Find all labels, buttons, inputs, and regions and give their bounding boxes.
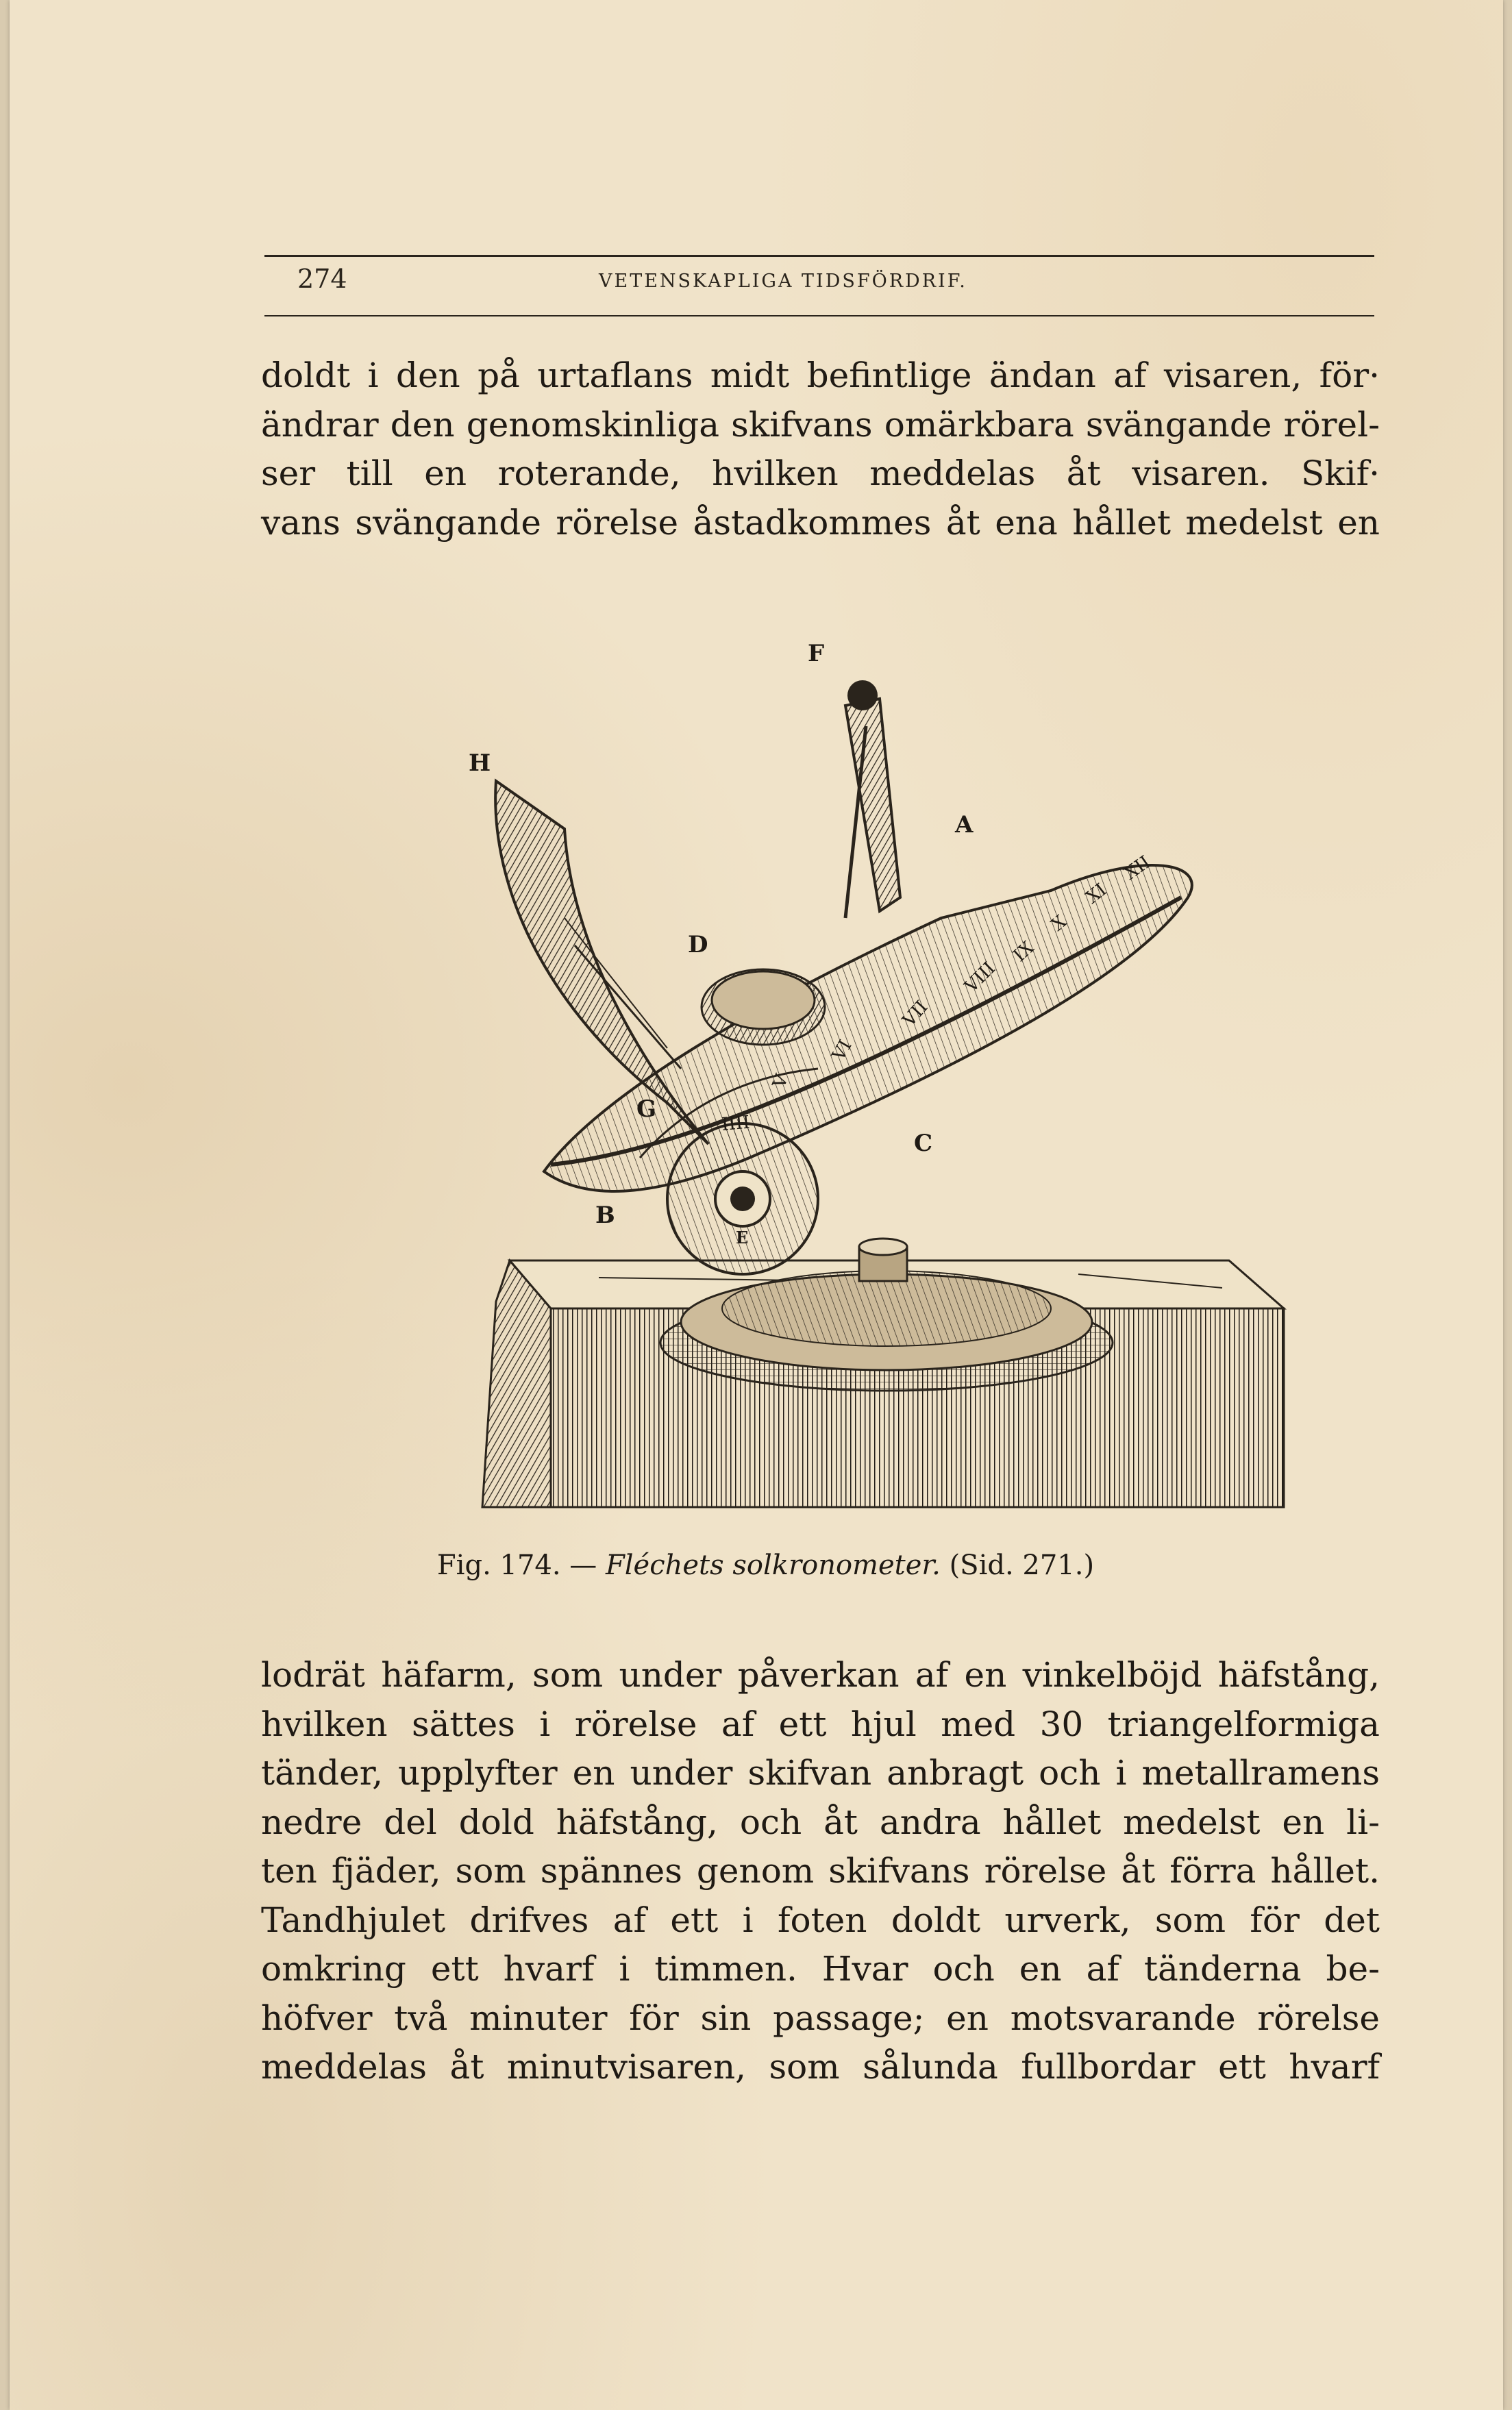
running-title: VETENSKAPLIGA TIDSFÖRDRIF. <box>599 271 967 292</box>
label-c: C <box>914 1130 933 1157</box>
book-page <box>10 0 1503 2410</box>
text-line: lodrät häfarm, som under påverkan af en vinkelböjd häfstång, <box>261 1655 1380 1695</box>
figure-caption <box>10 1550 1512 1581</box>
numeral: XI <box>1082 880 1111 908</box>
numeral: XII <box>1120 852 1155 884</box>
sundial-dish <box>544 865 1192 1191</box>
label-d: D <box>688 931 708 958</box>
numeral: V <box>769 1071 793 1091</box>
text-line: ändrar den genomskinliga skifvans omärkbara svängande rörel- <box>261 404 1380 445</box>
label-b: B <box>595 1202 615 1229</box>
numeral: IX <box>1009 937 1039 967</box>
paragraph-bottom <box>261 1651 1380 2092</box>
label-e: E <box>736 1228 749 1247</box>
caption-title: Fléchets solkronometer. <box>606 1550 941 1581</box>
text-line: Tandhjulet drifves af ett i foten doldt urverk, som för det <box>261 1900 1380 1940</box>
numeral: IIII <box>720 1112 751 1135</box>
numeral: VI <box>828 1036 856 1065</box>
text-line: omkring ett hvarf i timmen. Hvar och en af tänderna be- <box>261 1949 1380 1989</box>
text-line: höfver två minuter för sin passage; en motsvarande rörelse <box>261 1998 1380 2038</box>
solar-chronometer-engraving <box>462 623 1298 1514</box>
text-line: meddelas åt minutvisaren, som sålunda fullbordar ett hvarf <box>261 2047 1380 2087</box>
label-a: A <box>955 811 974 838</box>
text-line: hvilken sättes i rörelse af ett hjul med 30 triangelformiga <box>261 1704 1380 1744</box>
page-number: 274 <box>297 264 347 294</box>
caption-suffix: (Sid. 271.) <box>940 1550 1095 1581</box>
label-h: H <box>469 749 491 777</box>
header-rule-top <box>264 255 1374 257</box>
label-g: G <box>636 1095 657 1123</box>
gnomon-pointer <box>845 680 900 918</box>
text-line: ser till en roterande, hvilken meddelas åt visaren. Skif· <box>261 454 1380 493</box>
paragraph-top <box>261 351 1380 547</box>
caption-prefix: Fig. 174. — <box>436 1550 606 1581</box>
numeral: X <box>1048 911 1071 936</box>
text-line: doldt i den på urtaflans midt befintlige ändan af visaren, för· <box>261 356 1380 395</box>
numeral: VIII <box>961 958 1000 997</box>
header-rule-bottom <box>264 315 1374 316</box>
numeral: VII <box>898 997 932 1031</box>
text-line: tänder, upplyfter en under skifvan anbragt och i metallramens <box>261 1753 1380 1793</box>
text-line: nedre del dold häfstång, och åt andra hållet medelst en li- <box>261 1802 1380 1842</box>
text-line: ten fjäder, som spännes genom skifvans rörelse åt förra hållet. <box>261 1851 1380 1891</box>
label-f: F <box>808 640 825 667</box>
text-line: vans svängande rörelse åstadkommes åt ena hållet medelst en <box>261 502 1380 543</box>
